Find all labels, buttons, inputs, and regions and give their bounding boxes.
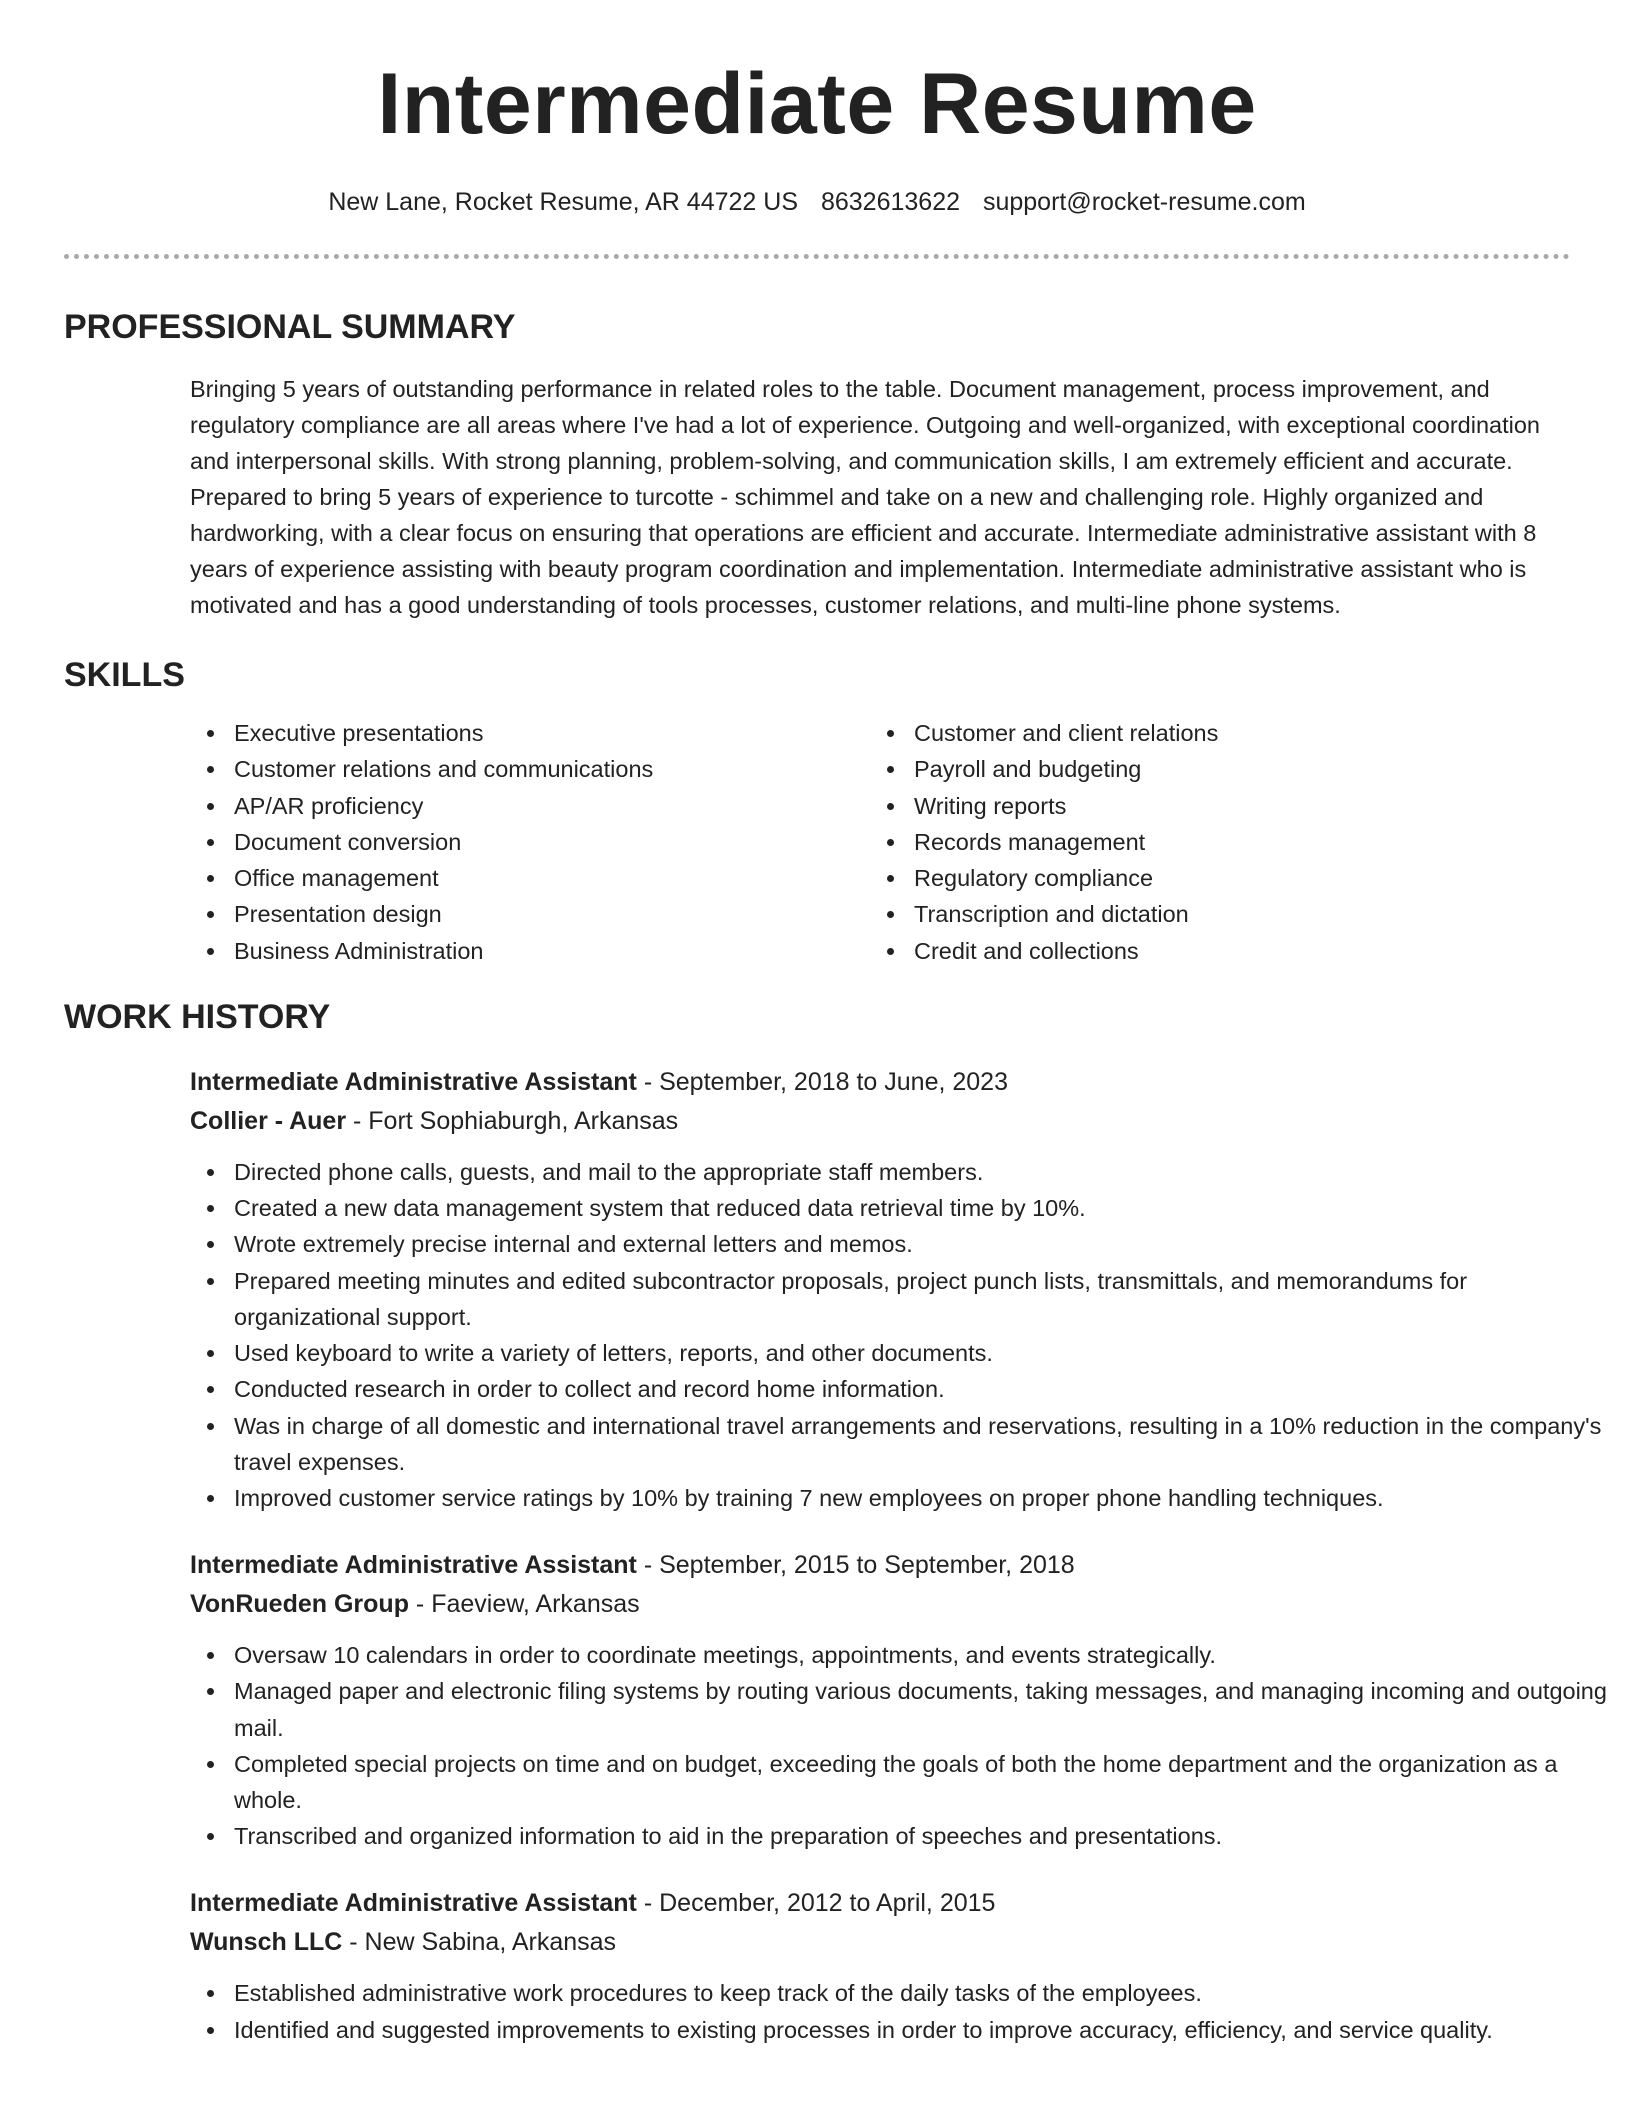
- job-title-line: [190, 1063, 1570, 1102]
- job-bullet: Prepared meeting minutes and edited subcontractor proposals, project punch lists, transmittals, and memorandums for organizational support.: [190, 1263, 1614, 1335]
- skill-item: AP/AR proficiency: [190, 788, 870, 824]
- job-location: - Fort Sophiaburgh, Arkansas: [346, 1107, 679, 1136]
- job-bullet: Transcribed and organized information to aid in the preparation of speeches and presentations.: [190, 1818, 1614, 1854]
- contact-line: [64, 184, 1570, 220]
- skills-list: [190, 715, 1570, 969]
- job-entry: [190, 1884, 1570, 2047]
- job-title: Intermediate Administrative Assistant: [190, 1068, 637, 1097]
- skills-heading: SKILLS: [64, 656, 185, 694]
- job-dates: - September, 2015 to September, 2018: [636, 1551, 1075, 1580]
- job-bullet: Oversaw 10 calendars in order to coordinate meetings, appointments, and events strategically.: [190, 1637, 1614, 1673]
- contact-email: support@rocket-resume.com: [982, 188, 1306, 216]
- skills-column-right: [870, 715, 1470, 969]
- job-bullets: [64, 1637, 1614, 1854]
- job-company-line: [190, 1923, 1570, 1962]
- skill-item: Customer relations and communications: [190, 751, 870, 787]
- job-bullet: Directed phone calls, guests, and mail to the appropriate staff members.: [190, 1154, 1614, 1190]
- job-bullets: [64, 1154, 1614, 1516]
- header-divider: [64, 254, 1570, 259]
- job-title-line: [190, 1884, 1570, 1923]
- skill-item: Document conversion: [190, 824, 870, 860]
- contact-address: New Lane, Rocket Resume, AR 44722 US: [328, 188, 799, 216]
- skill-item: Presentation design: [190, 896, 870, 932]
- job-bullet: Improved customer service ratings by 10% by training 7 new employees on proper phone handling techniques.: [190, 1480, 1614, 1516]
- job-bullet: Created a new data management system that reduced data retrieval time by 10%.: [190, 1190, 1614, 1226]
- skill-item: Executive presentations: [190, 715, 870, 751]
- skill-item: Regulatory compliance: [870, 860, 1470, 896]
- job-company-line: [190, 1585, 1570, 1624]
- skill-item: Writing reports: [870, 788, 1470, 824]
- skill-item: Records management: [870, 824, 1470, 860]
- job-company: Wunsch LLC: [190, 1928, 343, 1957]
- skill-item: Payroll and budgeting: [870, 751, 1470, 787]
- skill-item: Credit and collections: [870, 933, 1470, 969]
- job-title: Intermediate Administrative Assistant: [190, 1551, 637, 1580]
- job-bullets: [64, 1975, 1614, 2047]
- skills-column-left: [190, 715, 870, 969]
- summary-heading: PROFESSIONAL SUMMARY: [64, 308, 516, 346]
- job-bullet: Wrote extremely precise internal and external letters and memos.: [190, 1226, 1614, 1262]
- job-title-line: [190, 1546, 1570, 1585]
- skill-item: Office management: [190, 860, 870, 896]
- job-bullet: Managed paper and electronic filing systems by routing various documents, taking messages, and managing incoming and outgoing mail.: [190, 1673, 1614, 1745]
- job-bullet: Completed special projects on time and on budget, exceeding the goals of both the home department and the organization as a whole.: [190, 1746, 1614, 1818]
- contact-phone: 8632613622: [820, 188, 961, 216]
- skill-item: Customer and client relations: [870, 715, 1470, 751]
- job-title: Intermediate Administrative Assistant: [190, 1889, 637, 1918]
- job-company: Collier - Auer: [190, 1107, 347, 1136]
- job-company-line: [190, 1102, 1570, 1141]
- summary-text: Bringing 5 years of outstanding performance in related roles to the table. Document management, process improvement, and regulatory compliance are all areas where I've had a lot of experience. Outgoing and well-organized, with exceptional coordination and interpersonal skills. With strong planning, problem-solving, and communication skills, I am extremely efficient and accurate. Prepared to bring 5 years of experience to turcotte - schimmel and take on a new and challenging role. Highly organized and hardworking, with a clear focus on ensuring that operations are efficient and accurate. Intermediate administrative assistant with 8 years of experience assisting with beauty program coordination and implementation. Intermediate administrative assistant who is motivated and has a good understanding of tools processes, customer relations, and multi-line phone systems.: [190, 376, 1540, 618]
- job-location: - New Sabina, Arkansas: [342, 1928, 617, 1957]
- job-bullet: Was in charge of all domestic and international travel arrangements and reservations, resulting in a 10% reduction in the company's travel expenses.: [190, 1408, 1614, 1480]
- work-history-heading: WORK HISTORY: [64, 998, 331, 1037]
- job-entry: [190, 1546, 1607, 1854]
- job-location: - Faeview, Arkansas: [408, 1590, 640, 1619]
- job-bullet: Established administrative work procedures to keep track of the daily tasks of the employees.: [190, 1975, 1614, 2011]
- job-bullet: Conducted research in order to collect and record home information.: [190, 1371, 1614, 1407]
- job-bullet: Used keyboard to write a variety of letters, reports, and other documents.: [190, 1335, 1614, 1371]
- skill-item: Transcription and dictation: [870, 896, 1470, 932]
- job-company: VonRueden Group: [190, 1590, 409, 1619]
- skill-item: Business Administration: [190, 933, 870, 969]
- job-bullet: Identified and suggested improvements to existing processes in order to improve accuracy, efficiency, and service quality.: [190, 2012, 1614, 2048]
- job-dates: - September, 2018 to June, 2023: [636, 1068, 1008, 1097]
- job-entry: [190, 1063, 1602, 1516]
- resume-page: [64, 0, 1607, 2048]
- resume-title: Intermediate Resume: [377, 56, 1257, 152]
- job-dates: - December, 2012 to April, 2015: [636, 1889, 996, 1918]
